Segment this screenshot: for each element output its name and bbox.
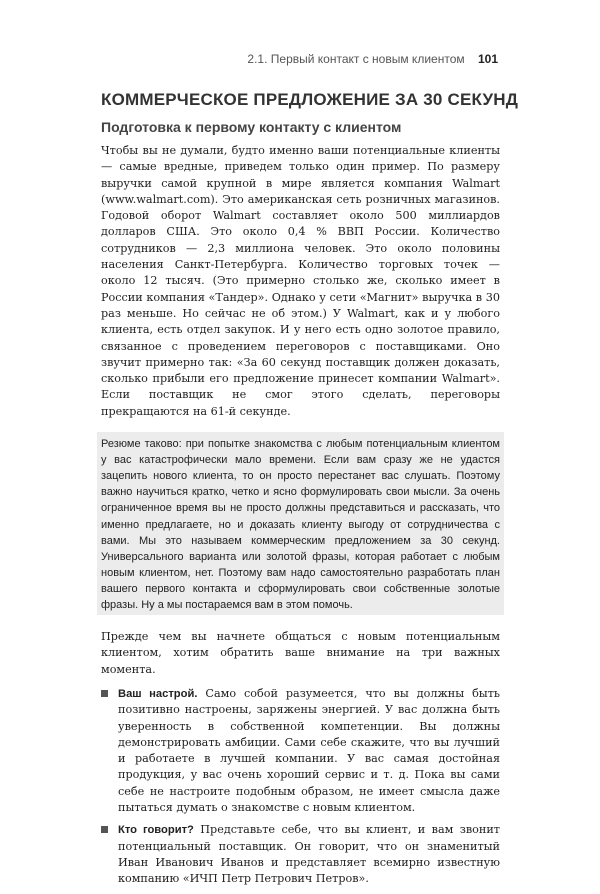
running-head: [247, 52, 498, 66]
summary-box: Резюме таково: при попытке знакомства с любым потенциальным клиентом у вас катастрофически мало времени. Если вам сразу же не удастся зацепить нового клиента, то он просто перестанет вас слушать. Поэтому важно научиться кратко, четко и ясно формулировать свои мысли. За очень ограниченное время вы не просто должны представиться и рассказать, что именно предлагаете, но и доказать клиенту выгоду от сотрудничества с вами. Мы это называем коммерческим предложением за 30 секунд. Универсального варианта или золотой фразы, которая работает с любым новым клиентом, нет. Поэтому вам надо самостоятельно разработать план вашего первого контакта и сформулировать свои собственные золотые фразы. Ну а мы постараемся вам в этом помочь.: [97, 432, 504, 615]
walmart-paragraph: Чтобы вы не думали, будто именно ваши потенциальные клиенты — самые вредные, приведем только один пример. По размеру выручки самой крупной в мире является компания Walmart (www.walmart.com). Это американская сеть розничных магазинов. Годовой оборот Walmart составляет около 500 миллиардов долларов США. Это около 0,4 % ВВП России. Количество сотрудников — 2,3 миллиона человек. Это около половины населения Санкт-Петербурга. Количество торговых точек — около 12 тысяч. (Это примерно столько же, сколько имеет в России компания «Тандер». Однако у сети «Магнит» выручка в 30 раз меньше. Но сейчас не об этом.) У Walmart, как и у любого клиента, есть отдел закупок. И у него есть одно золотое правило, связанное с проведением переговоров с поставщиками. Оно звучит примерно так: «За 60 секунд поставщик должен доказать, сколько прибыли его предложение принесет компании Walmart». Если поставщик не смог этого сделать, переговоры прекращаются на 61-й секунде.: [101, 144, 500, 418]
section-subheading: Подготовка к первому контакту с клиентом: [101, 119, 402, 135]
points-list: [101, 686, 500, 888]
point-text: Представьте себе, что вы клиент, и вам звонит потенциальный поставщик. Он говорит, что он знаменитый Иван Иванович Иванов и представляет всемирно известную компанию «ИЧП Петр Петрович Петров».: [118, 823, 500, 886]
section-title: 2.1. Первый контакт с новым клиентом: [247, 52, 465, 66]
list-item: [101, 822, 500, 887]
list-item: [101, 686, 500, 816]
page-content: [101, 90, 519, 894]
square-bullet-icon: [101, 826, 108, 833]
chapter-heading: КОММЕРЧЕСКОЕ ПРЕДЛОЖЕНИЕ ЗА 30 СЕКУНД: [101, 90, 519, 109]
intro-paragraph: Прежде чем вы начнете общаться с новым потенциальным клиентом, хотим обратить ваше внимание на три важных момента.: [101, 630, 500, 676]
point-title: Ваш настрой.: [118, 687, 198, 700]
point-text: Само собой разумеется, что вы должны быть позитивно настроены, заряжены энергией. У вас должна быть уверенность в собственной компетенции. Вы должны демонстрировать амбиции. Сами себе скажите, что вы лучший и работаете в лучшей компании. У вас самая достойная продукция, у вас очень хороший сервис и т. д. Пока вы сами себе не настроите подобным образом, не имеет смысла даже пытаться думать о знакомстве с новым клиентом.: [118, 686, 500, 815]
page-number: 101: [477, 52, 498, 66]
point-title: Кто говорит?: [118, 824, 194, 837]
square-bullet-icon: [101, 690, 108, 697]
